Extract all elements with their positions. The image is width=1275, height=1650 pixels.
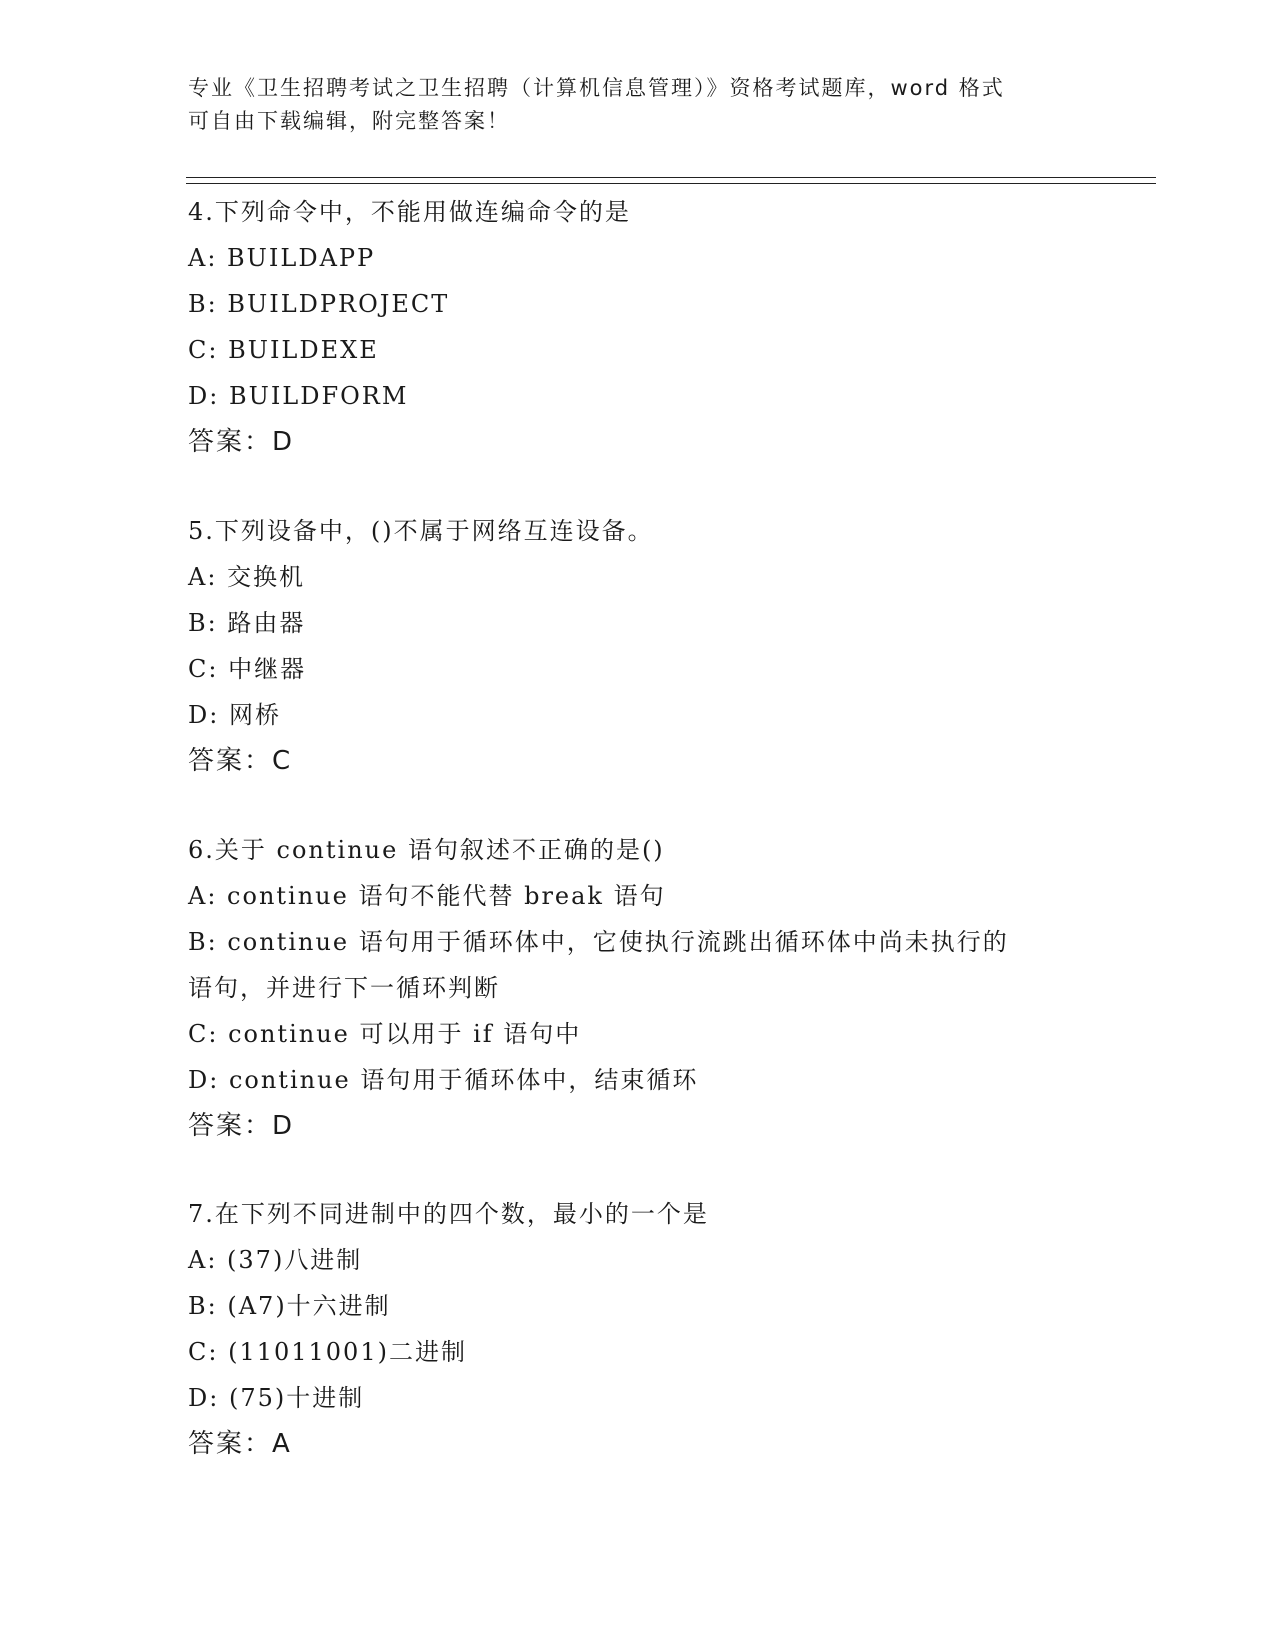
question-stem: 6.关于 continue 语句叙述不正确的是() — [188, 836, 665, 864]
option-c: C: 中继器 — [188, 655, 307, 683]
option-b: B: BUILDPROJECT — [188, 290, 450, 318]
header-divider-bottom — [186, 183, 1156, 184]
option-c: C: continue 可以用于 if 语句中 — [188, 1020, 582, 1048]
answer-line: 答案：D — [188, 1111, 295, 1141]
option-a: A: BUILDAPP — [188, 244, 376, 272]
question-4 — [188, 189, 1088, 465]
option-a: A: (37)八进制 — [188, 1246, 363, 1274]
question-stem: 7.在下列不同进制中的四个数，最小的一个是 — [188, 1200, 709, 1228]
option-d: D: 网桥 — [188, 701, 281, 729]
question-stem: 5.下列设备中，()不属于网络互连设备。 — [188, 517, 654, 545]
option-b: B: 路由器 — [188, 609, 306, 637]
option-d: D: (75)十进制 — [188, 1384, 365, 1412]
answer-line: 答案：A — [188, 1429, 292, 1459]
option-c: C: (11011001)二进制 — [188, 1338, 467, 1366]
question-5 — [188, 508, 1088, 784]
option-b: B: continue 语句用于循环体中，它使执行流跳出循环体中尚未执行的 — [188, 928, 1009, 956]
option-d: D: BUILDFORM — [188, 382, 409, 410]
option-a: A: continue 语句不能代替 break 语句 — [188, 882, 666, 910]
option-c: C: BUILDEXE — [188, 336, 379, 364]
answer-line: 答案：C — [188, 746, 293, 776]
header-divider-top — [186, 177, 1156, 178]
option-a: A: 交换机 — [188, 563, 306, 591]
question-stem: 4.下列命令中，不能用做连编命令的是 — [188, 198, 631, 226]
question-6 — [188, 827, 1088, 1149]
header-line-1: 专业《卫生招聘考试之卫生招聘（计算机信息管理）》资格考试题库，word 格式 — [188, 76, 1005, 100]
header-line-2: 可自由下载编辑，附完整答案！ — [188, 109, 510, 133]
answer-line: 答案：D — [188, 427, 295, 457]
option-b: B: (A7)十六进制 — [188, 1292, 391, 1320]
question-7 — [188, 1191, 1088, 1467]
document-header — [188, 72, 1068, 138]
option-b-continued: 语句，并进行下一循环判断 — [188, 974, 500, 1002]
option-d: D: continue 语句用于循环体中，结束循环 — [188, 1066, 699, 1094]
